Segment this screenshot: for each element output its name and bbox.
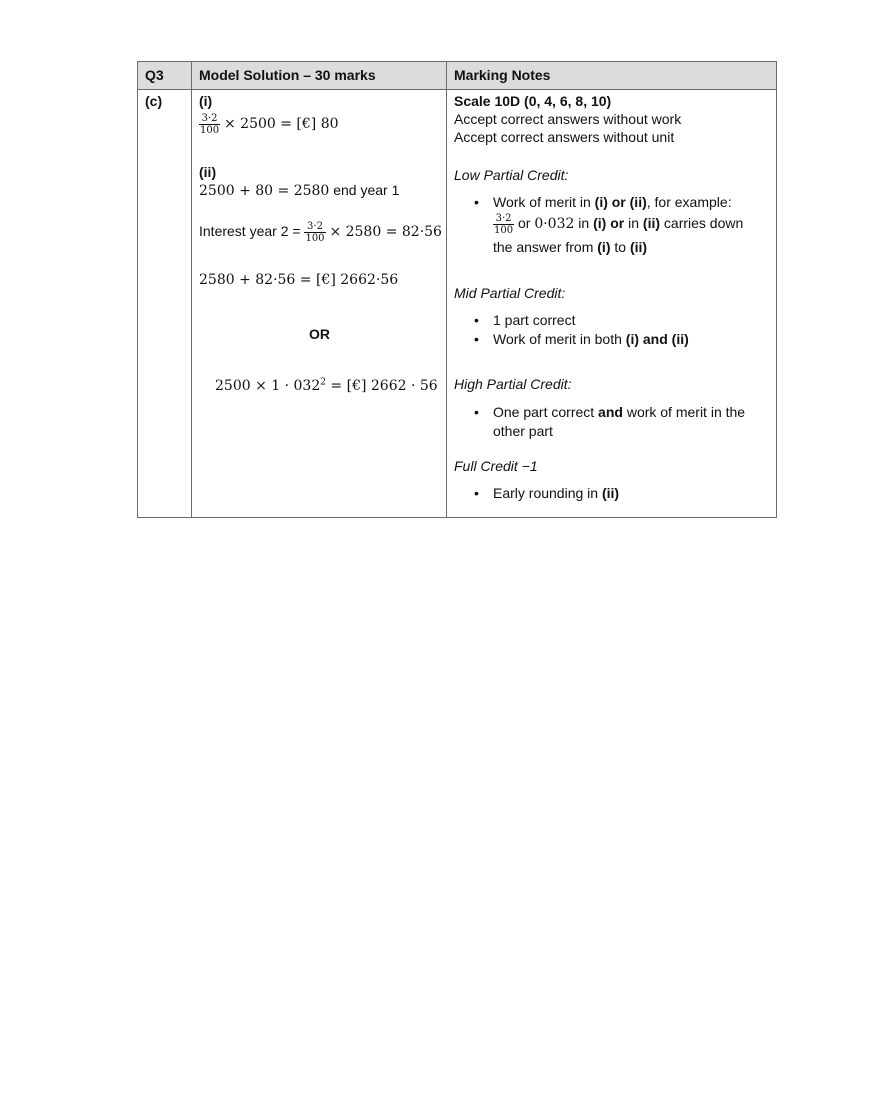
accept-note-1: Accept correct answers without work <box>454 111 682 127</box>
marking-scheme-table <box>137 61 777 518</box>
header-model-solution: Model Solution – 30 marks <box>192 62 447 90</box>
full-credit-bullet-1: Early rounding in (ii) <box>493 485 620 501</box>
high-partial-bullet-1-line-1: One part correct and work of merit in the <box>493 404 746 420</box>
part-ii-label: (ii) <box>199 164 217 180</box>
or-label: OR <box>309 326 330 342</box>
fraction-3-2-over-100: $\frac{3\cdot 2}{100}$ <box>494 212 514 236</box>
solution-line-3: Interest year 2 = $\frac{3\cdot 2}{100}$ × 2580 = 82·56 <box>199 220 442 244</box>
solution-cell <box>192 90 447 518</box>
solution-line-1: $\frac{3\cdot 2}{100}$ × 2500 = [€] 80 <box>200 112 339 136</box>
scale-title: Scale 10D (0, 4, 6, 8, 10) <box>454 93 612 109</box>
high-partial-bullet-1-line-2: other part <box>493 423 553 439</box>
low-partial-bullet-1-line-3: the answer from (i) to (ii) <box>493 239 648 255</box>
accept-note-2: Accept correct answers without unit <box>454 129 675 145</box>
bullet-icon: • <box>474 404 479 420</box>
notes-cell <box>447 90 777 518</box>
bullet-icon: • <box>474 485 479 501</box>
fraction-3-2-over-100: $\frac{3\cdot 2}{100}$ <box>200 112 220 136</box>
mid-partial-bullet-1: 1 part correct <box>493 312 576 328</box>
full-credit-title: Full Credit −1 <box>454 458 538 474</box>
mid-partial-title: Mid Partial Credit: <box>454 285 566 301</box>
header-row <box>138 62 777 90</box>
fraction-3-2-over-100: $\frac{3\cdot 2}{100}$ <box>305 220 325 244</box>
part-cell <box>138 90 192 518</box>
low-partial-bullet-1-line-1: Work of merit in (i) or (ii), for example: <box>493 194 732 210</box>
header-marking-notes: Marking Notes <box>447 62 777 90</box>
solution-line-2: 2500 + 80 = 2580 end year 1 <box>199 182 400 199</box>
low-partial-bullet-1-line-2: $\frac{3\cdot 2}{100}$ or 0·032 in (i) or in (ii) carries down <box>494 212 744 236</box>
solution-line-4: 2580 + 82·56 = [€] 2662·56 <box>199 272 399 288</box>
low-partial-title: Low Partial Credit: <box>454 167 569 183</box>
high-partial-title: High Partial Credit: <box>454 376 572 392</box>
bullet-icon: • <box>474 331 479 347</box>
part-label: (c) <box>145 93 163 109</box>
bullet-icon: • <box>474 194 479 210</box>
part-i-label: (i) <box>199 93 213 109</box>
body-row <box>138 90 777 518</box>
header-question: Q3 <box>138 62 192 90</box>
solution-line-5: $2500 \times 1 \cdot 032^2$ = [€] 2662 · 56 <box>215 377 438 394</box>
bullet-icon: • <box>474 312 479 328</box>
mid-partial-bullet-2: Work of merit in both (i) and (ii) <box>493 331 689 347</box>
